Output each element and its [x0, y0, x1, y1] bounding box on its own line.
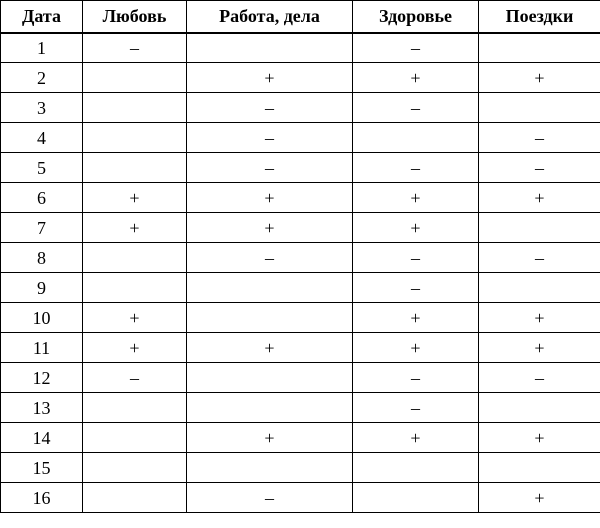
cell-trips [479, 453, 600, 483]
table-row [1, 423, 600, 453]
cell-date: 6 [1, 183, 83, 213]
cell-health: + [353, 183, 479, 213]
cell-work [187, 33, 353, 63]
cell-health: + [353, 213, 479, 243]
cell-date: 15 [1, 453, 83, 483]
cell-love: + [83, 333, 187, 363]
cell-love: + [83, 213, 187, 243]
cell-date: 5 [1, 153, 83, 183]
cell-date: 3 [1, 93, 83, 123]
cell-date: 11 [1, 333, 83, 363]
cell-work: – [187, 153, 353, 183]
cell-love [83, 423, 187, 453]
cell-trips: + [479, 303, 600, 333]
cell-health [353, 453, 479, 483]
table-row [1, 93, 600, 123]
cell-work [187, 273, 353, 303]
cell-trips [479, 213, 600, 243]
table-row [1, 333, 600, 363]
cell-trips: + [479, 423, 600, 453]
cell-work: – [187, 243, 353, 273]
cell-trips: – [479, 363, 600, 393]
table-row [1, 153, 600, 183]
cell-love: + [83, 183, 187, 213]
cell-love [83, 153, 187, 183]
cell-health: + [353, 423, 479, 453]
cell-date: 12 [1, 363, 83, 393]
column-header-trips: Поездки [479, 1, 600, 33]
cell-trips: + [479, 63, 600, 93]
cell-health: + [353, 63, 479, 93]
cell-love: + [83, 303, 187, 333]
cell-date: 4 [1, 123, 83, 153]
cell-work [187, 363, 353, 393]
cell-love [83, 483, 187, 513]
cell-trips [479, 393, 600, 423]
cell-health: – [353, 363, 479, 393]
cell-trips [479, 93, 600, 123]
cell-love [83, 393, 187, 423]
cell-date: 14 [1, 423, 83, 453]
cell-love [83, 453, 187, 483]
cell-date: 1 [1, 33, 83, 63]
cell-health: – [353, 243, 479, 273]
cell-date: 2 [1, 63, 83, 93]
cell-trips: – [479, 123, 600, 153]
cell-work [187, 393, 353, 423]
cell-trips: – [479, 153, 600, 183]
column-header-date: Дата [1, 1, 83, 33]
cell-love: – [83, 363, 187, 393]
table-row [1, 483, 600, 513]
cell-love: – [83, 33, 187, 63]
cell-health: – [353, 153, 479, 183]
cell-trips [479, 273, 600, 303]
cell-work: – [187, 123, 353, 153]
table-row [1, 213, 600, 243]
cell-work: – [187, 93, 353, 123]
column-header-work: Работа, дела [187, 1, 353, 33]
cell-health [353, 483, 479, 513]
table-row [1, 183, 600, 213]
cell-health: + [353, 303, 479, 333]
cell-work: – [187, 483, 353, 513]
cell-date: 10 [1, 303, 83, 333]
cell-work: + [187, 333, 353, 363]
cell-date: 8 [1, 243, 83, 273]
cell-love [83, 243, 187, 273]
cell-health: – [353, 393, 479, 423]
cell-trips: – [479, 243, 600, 273]
cell-trips [479, 33, 600, 63]
table-row [1, 453, 600, 483]
table-row [1, 123, 600, 153]
cell-love [83, 123, 187, 153]
cell-love [83, 63, 187, 93]
cell-trips: + [479, 483, 600, 513]
cell-work: + [187, 183, 353, 213]
cell-trips: + [479, 183, 600, 213]
table-row [1, 243, 600, 273]
cell-date: 7 [1, 213, 83, 243]
cell-work: + [187, 423, 353, 453]
cell-trips: + [479, 333, 600, 363]
cell-health: – [353, 93, 479, 123]
column-header-health: Здоровье [353, 1, 479, 33]
cell-love [83, 93, 187, 123]
table-body [1, 33, 600, 513]
table-header [1, 1, 600, 33]
cell-health: + [353, 333, 479, 363]
table-row [1, 363, 600, 393]
table-header-row [1, 1, 600, 33]
table-row [1, 33, 600, 63]
cell-health [353, 123, 479, 153]
cell-date: 16 [1, 483, 83, 513]
cell-date: 13 [1, 393, 83, 423]
cell-health: – [353, 273, 479, 303]
cell-work [187, 303, 353, 333]
table-row [1, 63, 600, 93]
cell-work: + [187, 63, 353, 93]
cell-health: – [353, 33, 479, 63]
table-row [1, 273, 600, 303]
cell-date: 9 [1, 273, 83, 303]
table-row [1, 303, 600, 333]
table-row [1, 393, 600, 423]
cell-work [187, 453, 353, 483]
cell-love [83, 273, 187, 303]
cell-work: + [187, 213, 353, 243]
column-header-love: Любовь [83, 1, 187, 33]
